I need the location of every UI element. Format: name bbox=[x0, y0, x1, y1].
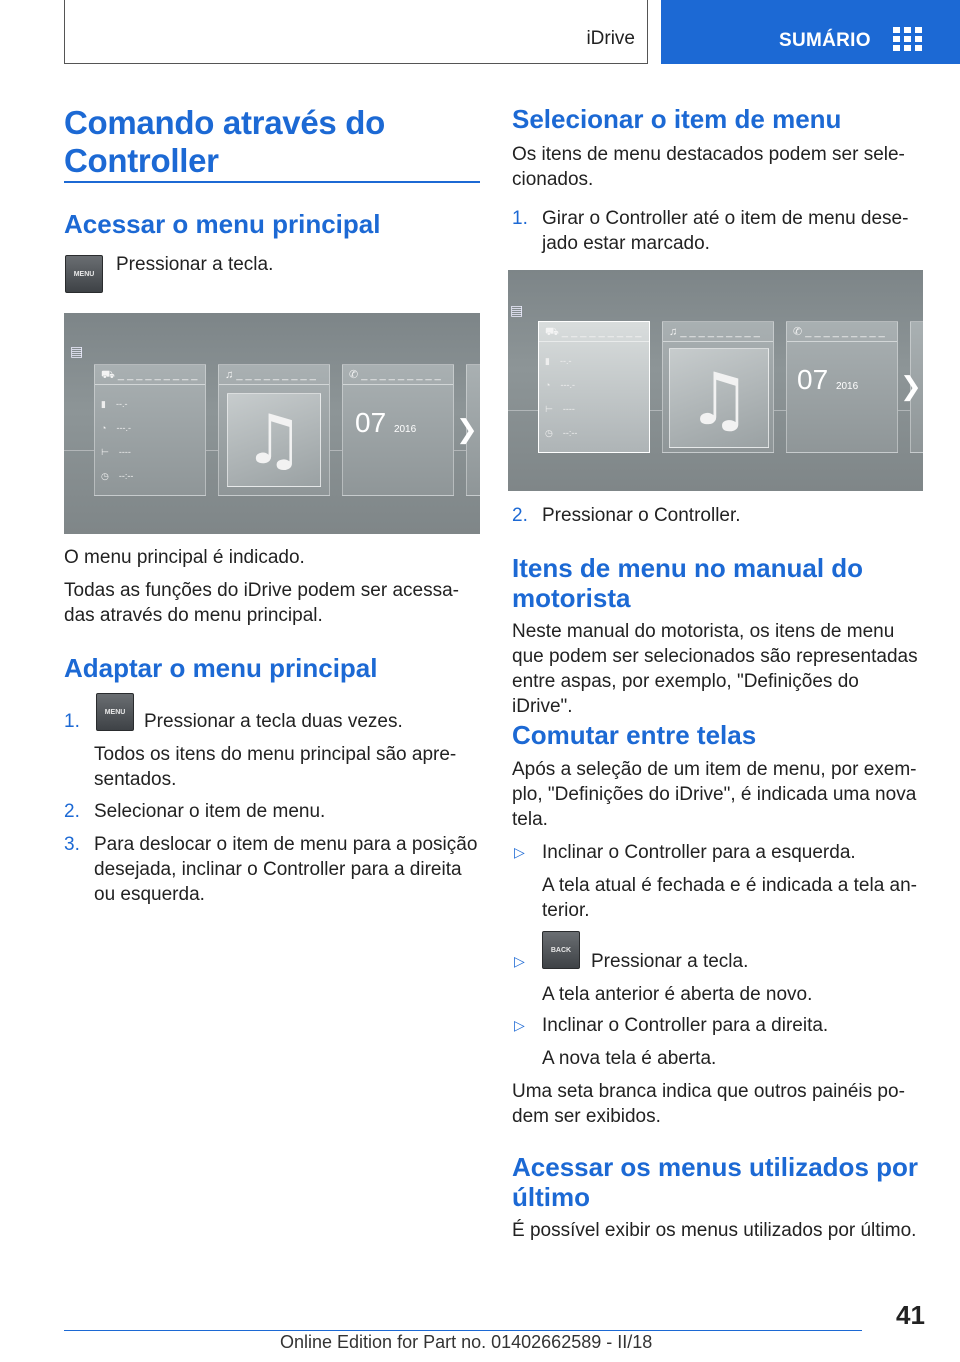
phone-icon-2: ✆ bbox=[793, 326, 803, 338]
music-cover-icon: ♫ bbox=[227, 393, 321, 487]
footer-rule bbox=[64, 1330, 862, 1331]
step-3-line2: desejada, inclinar o Controller para a direita bbox=[94, 859, 462, 880]
step-1-result-line1: Todos os itens do menu principal são apre- bbox=[94, 744, 457, 765]
switch-intro-line2: plo, "Definições do iDrive", é indicada uma nova bbox=[512, 784, 917, 805]
vehicle-tile bbox=[94, 364, 206, 496]
bullet-1-result-line1: A tela atual é fechada e é indicada a tela an- bbox=[542, 875, 917, 896]
step-1-text: Pressionar a tecla duas vezes. bbox=[144, 711, 403, 732]
page-title-line1: Comando através do bbox=[64, 104, 386, 141]
select-step-2-number: 2. bbox=[512, 505, 528, 526]
grid-icon bbox=[893, 27, 923, 51]
bullet-triangle-icon-3: ▷ bbox=[514, 1017, 525, 1033]
select-intro-line2: cionados. bbox=[512, 169, 594, 190]
bullet-triangle-icon-2: ▷ bbox=[514, 953, 525, 969]
arrow-note bbox=[512, 1079, 905, 1129]
communication-tile-2-title: _ _ _ _ _ _ _ _ _ bbox=[805, 326, 885, 338]
vehicle-row-range: ---- bbox=[118, 447, 131, 457]
car-icon-2: ⛟ bbox=[545, 326, 559, 338]
gauge-icon-2: ◔ bbox=[545, 380, 551, 390]
select-menu-screenshot bbox=[508, 270, 923, 491]
bullet-1-result bbox=[542, 873, 917, 923]
vehicle-row-speed: ---.- bbox=[116, 423, 131, 433]
communication-tile-2 bbox=[786, 321, 898, 453]
date-day-2: 07 bbox=[797, 364, 829, 395]
switch-intro-line3: tela. bbox=[512, 809, 548, 830]
vehicle2-row-range: ---- bbox=[562, 404, 575, 414]
heading-adapt-menu: Adaptar o menu principal bbox=[64, 653, 378, 683]
main-menu-screenshot bbox=[64, 313, 480, 534]
bullet-3-result: A nova tela é aberta. bbox=[542, 1048, 717, 1069]
heading-recent-line1: Acessar os menus utilizados por bbox=[512, 1152, 919, 1182]
heading-switch-screens: Comutar entre telas bbox=[512, 720, 757, 750]
clock-icon: ◷ bbox=[101, 471, 109, 481]
gauge-icon: ◔ bbox=[101, 423, 107, 433]
main-menu-corner-icon: ▤ bbox=[70, 343, 84, 359]
vehicle-row-time: --:-- bbox=[118, 471, 134, 481]
date-day: 07 bbox=[355, 407, 387, 438]
select-step-2-text: Pressionar o Controller. bbox=[542, 505, 741, 526]
press-key-text: Pressionar a tecla. bbox=[116, 254, 274, 275]
heading-recent-line2: último bbox=[512, 1182, 590, 1212]
header-section-title: iDrive bbox=[586, 28, 635, 49]
footer-edition: Online Edition for Part no. 01402662589 - II/18 bbox=[280, 1332, 653, 1352]
media-tile-2 bbox=[662, 321, 774, 453]
bullet-2-text: Pressionar a tecla. bbox=[591, 951, 749, 972]
phone-icon: ✆ bbox=[349, 369, 359, 381]
heading-select-item: Selecionar o item de menu bbox=[512, 104, 842, 134]
switch-intro bbox=[512, 757, 916, 832]
select-step-1-line2: jado estar marcado. bbox=[542, 233, 710, 254]
heading-access-menu: Acessar o menu principal bbox=[64, 209, 381, 239]
bullet-1-text: Inclinar o Controller para a esquerda. bbox=[542, 842, 856, 863]
menu-items-text bbox=[512, 619, 924, 719]
range-icon-2: ⊢ bbox=[545, 404, 553, 414]
step-3-line1: Para deslocar o item de menu para a posição bbox=[94, 834, 478, 855]
menu-items-line3: entre aspas, por exemplo, "Definições do iDrive". bbox=[512, 671, 859, 717]
header-section-box bbox=[64, 0, 648, 64]
heading-recent-menus bbox=[512, 1152, 918, 1212]
vehicle-tile-2-title: _ _ _ _ _ _ _ _ _ bbox=[561, 326, 642, 338]
fuel-icon-2: ▮ bbox=[545, 356, 550, 366]
chevron-right-icon-2: ❯ bbox=[900, 371, 922, 401]
page-title-line2: Controller bbox=[64, 142, 219, 179]
vehicle2-row-fuel: --.- bbox=[559, 356, 572, 366]
media-tile bbox=[218, 364, 330, 496]
arrow-note-line1: Uma seta branca indica que outros painéis po- bbox=[512, 1081, 905, 1102]
media-tile-title: _ _ _ _ _ _ _ _ _ bbox=[236, 369, 316, 381]
heading-menu-items bbox=[512, 553, 863, 613]
summary-label: SUMÁRIO bbox=[779, 30, 871, 51]
step-2-number: 2. bbox=[64, 801, 80, 822]
media-tile-2-title: _ _ _ _ _ _ _ _ _ bbox=[680, 326, 760, 338]
menu-items-line1: Neste manual do motorista, os itens de menu bbox=[512, 621, 895, 642]
select-menu-corner-icon: ▤ bbox=[510, 302, 524, 318]
range-icon: ⊢ bbox=[101, 447, 109, 457]
date-display-2 bbox=[797, 364, 858, 396]
all-functions-line2: das através do menu principal. bbox=[64, 605, 323, 626]
all-functions-line1: Todas as funções do iDrive podem ser acessa- bbox=[64, 580, 459, 601]
step-3-number: 3. bbox=[64, 834, 80, 855]
step-1-result bbox=[94, 742, 456, 792]
bullet-3-text: Inclinar o Controller para a direita. bbox=[542, 1015, 829, 1036]
music-note-icon-2: ♫ bbox=[669, 326, 678, 338]
car-icon: ⛟ bbox=[101, 369, 115, 381]
music-note-icon: ♫ bbox=[225, 369, 234, 381]
menu-key-icon-2: MENU bbox=[96, 693, 134, 731]
bullet-1-result-line2: terior. bbox=[542, 900, 590, 921]
select-step-1-text bbox=[542, 206, 908, 256]
vehicle2-row-speed: ---.- bbox=[560, 380, 575, 390]
all-functions-text bbox=[64, 578, 459, 628]
summary-button[interactable] bbox=[661, 0, 960, 64]
clock-icon-2: ◷ bbox=[545, 428, 553, 438]
step-1-result-line2: sentados. bbox=[94, 769, 177, 790]
menu-items-line2: que podem ser selecionados são representadas bbox=[512, 646, 918, 667]
vehicle2-row-time: --:-- bbox=[562, 428, 578, 438]
date-year: 2016 bbox=[393, 424, 417, 435]
chevron-right-icon: ❯ bbox=[456, 414, 478, 444]
vehicle-tile-highlighted bbox=[538, 321, 650, 453]
bullet-2-result: A tela anterior é aberta de novo. bbox=[542, 984, 813, 1005]
date-year-2: 2016 bbox=[835, 381, 859, 392]
music-cover-icon-2: ♫ bbox=[669, 348, 769, 448]
vehicle-row-fuel: --.- bbox=[115, 399, 128, 409]
bullet-triangle-icon: ▷ bbox=[514, 844, 525, 860]
vehicle-tile-title: _ _ _ _ _ _ _ _ _ bbox=[117, 369, 198, 381]
select-step-1-line1: Girar o Controller até o item de menu dese- bbox=[542, 208, 909, 229]
recent-menus-text: É possível exibir os menus utilizados por último. bbox=[512, 1220, 917, 1241]
step-2-text: Selecionar o item de menu. bbox=[94, 801, 326, 822]
step-1-number: 1. bbox=[64, 711, 80, 732]
menu-key-icon: MENU bbox=[65, 255, 103, 293]
communication-tile bbox=[342, 364, 454, 496]
back-key-icon: BACK bbox=[542, 931, 580, 969]
select-step-1-number: 1. bbox=[512, 208, 528, 229]
menu-shown-text: O menu principal é indicado. bbox=[64, 547, 305, 568]
communication-tile-title: _ _ _ _ _ _ _ _ _ bbox=[361, 369, 441, 381]
switch-intro-line1: Após a seleção de um item de menu, por exem- bbox=[512, 759, 917, 780]
title-rule bbox=[64, 181, 480, 183]
page-title bbox=[64, 104, 385, 180]
select-intro-line1: Os itens de menu destacados podem ser sele- bbox=[512, 144, 905, 165]
date-display bbox=[355, 407, 416, 439]
page-number: 41 bbox=[896, 1300, 925, 1330]
select-intro bbox=[512, 142, 905, 192]
arrow-note-line2: dem ser exibidos. bbox=[512, 1106, 661, 1127]
step-3-line3: ou esquerda. bbox=[94, 884, 205, 905]
heading-menu-items-line2: motorista bbox=[512, 583, 631, 613]
step-3-text bbox=[94, 832, 477, 907]
fuel-icon: ▮ bbox=[101, 399, 106, 409]
heading-menu-items-line1: Itens de menu no manual do bbox=[512, 553, 864, 583]
